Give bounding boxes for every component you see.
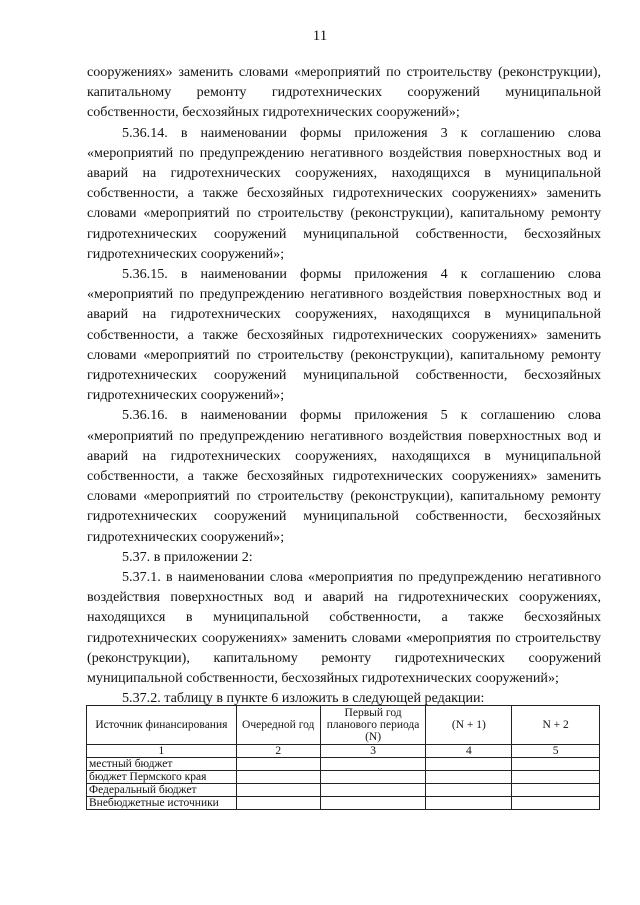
table-row [87,797,600,810]
financing-table [86,705,600,810]
table-row [87,758,600,771]
paragraph-continuation: сооружениях» заменить словами «мероприятий по строительству (реконструкции), капитальному ремонту гидротехнических сооружений муниципальной собственности, бесхозяйных гидротехнических сооружений»; [87,64,601,121]
table-cell [512,758,600,771]
column-number: 5 [512,745,600,758]
header-first-plan-year: Первый год планового периода (N) [320,706,426,745]
column-number: 4 [426,745,512,758]
table-cell [236,758,320,771]
table-cell [236,784,320,797]
table-cell [512,797,600,810]
row-label: Федеральный бюджет [87,784,237,797]
table-cell [320,771,426,784]
table-row [87,784,600,797]
paragraph-5-36-15: 5.36.15. в наименовании формы приложения 4 к соглашению слова «мероприятий по предупреждению негативного воздействия поверхностных вод и аварий на гидротехнических сооружениях, находящихся в муниципальной собственности, а также бесхозяйных гидротехнических сооружениях» заменить словами «мероприятий по строительству (реконструкции), капитальному ремонту гидротехнических сооружений муниципальной собственности, бесхозяйных гидротехнических сооружений»; [87,266,601,404]
table-header-row [87,706,600,745]
table-cell [320,797,426,810]
header-n-plus-1: (N + 1) [426,706,512,745]
header-current-year: Очередной год [236,706,320,745]
document-body [87,62,601,709]
header-source: Источник финансирования [87,706,237,745]
table-cell [426,784,512,797]
table-cell [236,797,320,810]
paragraph-5-36-16: 5.36.16. в наименовании формы приложения 5 к соглашению слова «мероприятий по предупреждению негативного воздействия поверхностных вод и аварий на гидротехнических сооружениях, находящихся в муниципальной собственности, а также бесхозяйных гидротехнических сооружениях» заменить словами «мероприятий по строительству (реконструкции), капитальному ремонту гидротехнических сооружений муниципальной собственности, бесхозяйных гидротехнических сооружений»; [87,407,601,545]
header-n-plus-2: N + 2 [512,706,600,745]
table-cell [426,771,512,784]
table-cell [320,758,426,771]
row-label: бюджет Пермского края [87,771,237,784]
column-number: 1 [87,745,237,758]
page-number: 11 [312,28,328,44]
table-row [87,771,600,784]
paragraph-5-37-2: 5.37.2. таблицу в пункте 6 изложить в следующей редакции: [122,690,485,707]
row-label: местный бюджет [87,758,237,771]
table-cell [512,771,600,784]
table-cell [426,758,512,771]
column-number: 2 [236,745,320,758]
row-label: Внебюджетные источники [87,797,237,810]
column-number-row [87,745,600,758]
table-cell [236,771,320,784]
table-cell [426,797,512,810]
table-cell [320,784,426,797]
paragraph-5-37-1: 5.37.1. в наименовании слова «мероприятия по предупреждению негативного воздействия поверхностных вод и аварий на гидротехнических сооружениях, находящихся в муниципальной собственности, а также бесхозяйных гидротехнических сооружениях» заменить словами «мероприятия по строительству (реконструкции), капитальному ремонту гидротехнических сооружений муниципальной собственности, бесхозяйных гидротехнических сооружений»; [87,569,601,687]
table-cell [512,784,600,797]
paragraph-5-36-14: 5.36.14. в наименовании формы приложения 3 к соглашению слова «мероприятий по предупреждению негативного воздействия поверхностных вод и аварий на гидротехнических сооружениях, находящихся в муниципальной собственности, а также бесхозяйных гидротехнических сооружениях» заменить словами «мероприятий по строительству (реконструкции), капитальному ремонту гидротехнических сооружений муниципальной собственности, бесхозяйных гидротехнических сооружений»; [87,124,601,262]
column-number: 3 [320,745,426,758]
paragraph-5-37: 5.37. в приложении 2: [122,548,253,565]
